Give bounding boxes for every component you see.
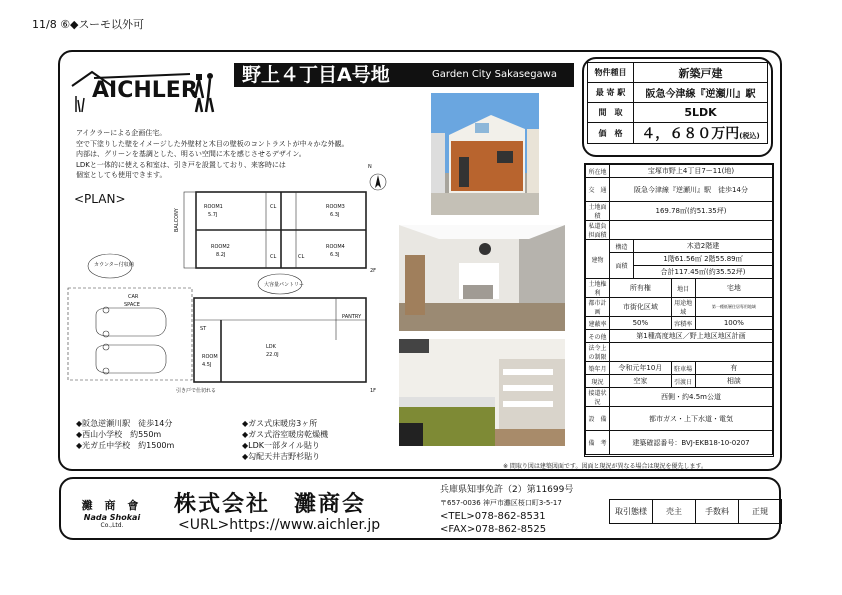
nada-logo-roman: Nada Shokai: [83, 513, 141, 522]
limits-label: 法令上の制限: [586, 343, 610, 362]
room4-size: 6.3J: [330, 252, 340, 258]
plan-note: 大容量パントリー: [264, 282, 305, 288]
header-note: 11/8 ⑥◆スーモ以外可: [32, 18, 144, 31]
station-label: 最 寄 駅: [588, 83, 634, 103]
address-label: 所在地: [586, 165, 610, 178]
feature-item: ◆阪急逆瀬川駅 徒歩14分: [76, 419, 173, 428]
private-road-value: [610, 221, 773, 240]
remarks-label: 備 考: [586, 431, 610, 455]
private-road-label: 私道負担面積: [586, 221, 610, 240]
north-label: N: [368, 164, 372, 170]
property-title: 野上４丁目A号地: [242, 64, 390, 86]
property-subtitle: Garden City Sakasegawa: [432, 69, 557, 80]
land-label: 土地面積: [586, 202, 610, 221]
feature-item: ◆ガス式床暖房3ヶ所: [242, 419, 318, 428]
type-label: 物件種目: [588, 63, 634, 83]
layout-label: 間 取: [588, 103, 634, 123]
room3-label: ROOM3: [326, 204, 345, 210]
coverage-value: 50%: [610, 317, 672, 330]
car-label: CAR: [128, 294, 139, 300]
structure-label: 構造: [610, 240, 634, 253]
title-band: [234, 63, 574, 87]
cl-label: CL: [298, 254, 305, 260]
footnote: ※ 間取り図は建築図面です。図面と現況が異なる場合は現況を優先します。: [503, 463, 707, 470]
floor1-label: 1F: [370, 388, 377, 394]
exterior-photo: [431, 93, 539, 215]
room1-size: 5.7J: [208, 212, 218, 218]
room4-label: ROOM4: [326, 244, 345, 250]
land-value: 169.78㎡(約51.35坪): [610, 202, 773, 221]
limits-value: [610, 343, 773, 362]
feature-item: ◆ガス式浴室暖房乾燥機: [242, 430, 329, 439]
feature-item: ◆光ガ丘中学校 約1500m: [76, 441, 175, 450]
far-value: 100%: [695, 317, 772, 330]
zoning-label: 用途地域: [671, 298, 695, 317]
utilities-value: 都市ガス・上下水道・電気: [610, 407, 773, 431]
room2-label: ROOM2: [211, 244, 230, 250]
plan-note: カウンター付収納: [94, 262, 134, 268]
type-value: 新築戸建: [634, 63, 768, 83]
feature-item: ◆勾配天井吉野杉貼り: [242, 452, 321, 461]
city-label: 都市計画: [586, 298, 610, 317]
company-name: 株式会社 灘商会: [174, 492, 367, 517]
description-line: アイクラーによる企画住宅。: [76, 129, 167, 137]
logo-text: AICHLER: [92, 78, 198, 103]
ldk-size: 22.0J: [266, 352, 279, 358]
address-value: 宝塚市野上4丁目7ー11(地): [610, 165, 773, 178]
floor-area-value: 1階61.56㎡ 2階55.89㎡: [634, 253, 773, 266]
rights-label: 土地権利: [586, 279, 610, 298]
handover-label: 引渡日: [671, 375, 695, 388]
other-value: 第1種高度地区／野上地区地区計画: [610, 330, 773, 343]
transaction-label: 取引態様: [610, 500, 653, 524]
company-tel: <TEL>078-862-8531: [440, 511, 546, 522]
space-label: SPACE: [124, 302, 140, 308]
price-cell: [634, 123, 768, 144]
building-label: 建物: [586, 240, 610, 279]
st-label: ST: [200, 326, 207, 332]
description-line: 内部は、グリーンを基調とした、明るい空間に木を感じさせるデザイン。: [76, 150, 306, 158]
built-label: 築年月: [586, 362, 610, 375]
status-label: 現況: [586, 375, 610, 388]
transaction-table: [609, 499, 782, 524]
ldk-label: LDK: [266, 344, 276, 350]
car-icon: [96, 344, 166, 374]
parking-value: 有: [695, 362, 772, 375]
utilities-label: 設 備: [586, 407, 610, 431]
features-left: [76, 418, 174, 451]
description: [76, 128, 406, 181]
company-fax: <FAX>078-862-8525: [440, 524, 547, 535]
aichler-logo: [70, 68, 220, 114]
transport-value: 阪急今津線『逆瀬川』駅 徒歩14分: [610, 178, 773, 202]
company-url[interactable]: <URL>https://www.aichler.jp: [178, 517, 381, 533]
description-line: 個室としても使用できます。: [76, 171, 167, 179]
nada-logo-suffix: Co.,Ltd.: [100, 522, 124, 529]
description-line: 空で下塗りした壁をイメージした外壁材と木目の壁板のコントラストが中々かな外観。: [76, 139, 349, 148]
room-label: ROOM: [202, 354, 218, 360]
feature-item: ◆LDK一部タイル貼り: [242, 441, 320, 450]
company-address: 〒657-0036 神戸市灘区桜口町3-5-17: [440, 499, 562, 507]
balcony-label: BALCONY: [174, 208, 180, 232]
built-value: 令和元年10月: [610, 362, 672, 375]
features-right: [242, 418, 328, 462]
structure-value: 木造2階建: [634, 240, 773, 253]
nada-logo-kanji: 灘 商 會: [81, 499, 143, 512]
remarks-value: 建築確認番号：BVJ-EKB18-10-0207: [610, 431, 773, 455]
description-line: LDKと一体的に使える和室は、引き戸を設置しており、来客時には: [76, 160, 286, 169]
floor-area-label: 面積: [610, 253, 634, 279]
plan-note: 引き戸で仕切れる: [176, 388, 217, 394]
spec-summary: [582, 57, 773, 157]
feature-item: ◆西山小学校 約550m: [76, 430, 162, 439]
kitchen-photo: [399, 339, 565, 446]
fee-label: 手数料: [696, 500, 739, 524]
other-label: その他: [586, 330, 610, 343]
company-info: [440, 484, 573, 536]
city-value: 市街化区域: [610, 298, 672, 317]
parking-label: 駐車場: [671, 362, 695, 375]
chimoku-label: 地目: [671, 279, 695, 298]
handover-value: 相談: [695, 375, 772, 388]
tax-note: (税込): [739, 132, 760, 140]
transport-label: 交 通: [586, 178, 610, 202]
transaction-value: 売主: [653, 500, 696, 524]
layout-value: 5LDK: [634, 103, 768, 123]
cl-label: CL: [270, 204, 277, 210]
floor-area-total: 合計117.45㎡(約35.52坪): [634, 266, 773, 279]
road-label: 接道状況: [586, 388, 610, 407]
station-value: 阪急今津線『逆瀬川』駅: [634, 83, 768, 103]
cl-label: CL: [270, 254, 277, 260]
license: 兵庫県知事免許（2）第11699号: [440, 485, 574, 495]
fee-value: 正規: [739, 500, 782, 524]
spec-details: [584, 163, 774, 457]
rights-value: 所有権: [610, 279, 672, 298]
coverage-label: 建蔽率: [586, 317, 610, 330]
status-value: 空家: [610, 375, 672, 388]
room-size: 4.5J: [202, 362, 212, 368]
car-icon: [96, 307, 166, 337]
living-room-photo: [399, 225, 565, 331]
price-value: ４，６８０万円: [641, 126, 740, 142]
far-label: 容積率: [671, 317, 695, 330]
road-value: 西側・約4.5m公道: [610, 388, 773, 407]
price-label: 価 格: [588, 123, 634, 144]
nada-logo: [72, 497, 152, 529]
chimoku-value: 宅地: [695, 279, 772, 298]
floor2-label: 2F: [370, 268, 377, 274]
room1-label: ROOM1: [204, 204, 223, 210]
room3-size: 6.3J: [330, 212, 340, 218]
pantry-label: PANTRY: [342, 314, 362, 320]
zoning-value: 第一種低層住居専用地域: [695, 298, 772, 317]
room2-size: 8.2J: [216, 252, 226, 258]
plan-label: <PLAN>: [74, 192, 126, 206]
